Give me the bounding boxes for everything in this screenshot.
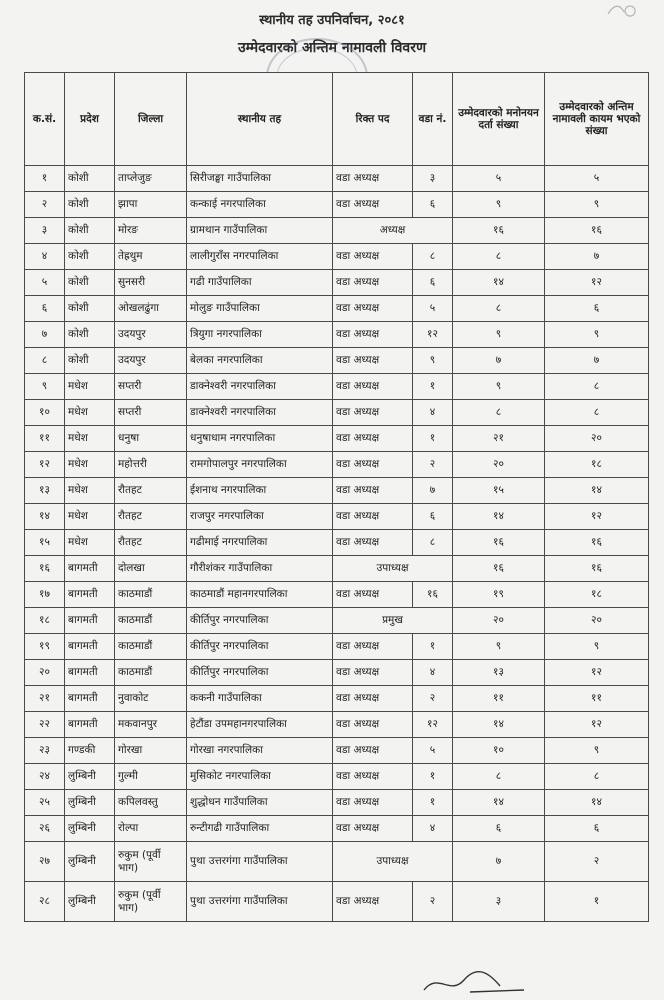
- corner-scribble-icon: [606, 2, 646, 18]
- cell-local-level: काठमाडौं महानगरपालिका: [187, 582, 333, 608]
- cell-province: कोशी: [65, 192, 115, 218]
- cell-local-level: कीर्तिपुर नगरपालिका: [187, 634, 333, 660]
- cell-vacant-post: वडा अध्यक्ष: [333, 882, 413, 922]
- cell-district: सप्तरी: [115, 400, 187, 426]
- cell-district: रौतहट: [115, 530, 187, 556]
- cell-final-count: ११: [545, 686, 649, 712]
- cell-nomination-count: ३: [453, 882, 545, 922]
- cell-vacant-post: वडा अध्यक्ष: [333, 660, 413, 686]
- cell-district: गोरखा: [115, 738, 187, 764]
- cell-local-level: गौरीशंकर गाउँपालिका: [187, 556, 333, 582]
- table-header-row: [25, 73, 649, 166]
- cell-sn: १४: [25, 504, 65, 530]
- cell-final-count: ९: [545, 634, 649, 660]
- cell-local-level: रुन्टीगढी गाउँपालिका: [187, 816, 333, 842]
- table-row: [25, 452, 649, 478]
- cell-vacant-post: अध्यक्ष: [333, 218, 453, 244]
- cell-district: काठमाडौं: [115, 582, 187, 608]
- cell-local-level: सिरीजङ्घा गाउँपालिका: [187, 166, 333, 192]
- cell-sn: ६: [25, 296, 65, 322]
- cell-local-level: डाक्नेश्वरी नगरपालिका: [187, 400, 333, 426]
- cell-final-count: १६: [545, 556, 649, 582]
- table-row: [25, 686, 649, 712]
- cell-vacant-post: वडा अध्यक्ष: [333, 426, 413, 452]
- cell-sn: २३: [25, 738, 65, 764]
- cell-nomination-count: ११: [453, 686, 545, 712]
- cell-province: बागमती: [65, 686, 115, 712]
- cell-district: धनुषा: [115, 426, 187, 452]
- cell-district: ओखलढुंगा: [115, 296, 187, 322]
- cell-district: रोल्पा: [115, 816, 187, 842]
- cell-final-count: ९: [545, 192, 649, 218]
- cell-province: कोशी: [65, 166, 115, 192]
- header-final-count: उम्मेदवारको अन्तिम नामावली कायम भएको संख्या: [545, 73, 649, 166]
- cell-province: लुम्बिनी: [65, 764, 115, 790]
- cell-sn: १२: [25, 452, 65, 478]
- cell-local-level: कीर्तिपुर नगरपालिका: [187, 660, 333, 686]
- cell-vacant-post: वडा अध्यक्ष: [333, 790, 413, 816]
- cell-nomination-count: १९: [453, 582, 545, 608]
- cell-nomination-count: ९: [453, 374, 545, 400]
- cell-province: लुम्बिनी: [65, 842, 115, 882]
- cell-sn: १३: [25, 478, 65, 504]
- table-row: [25, 790, 649, 816]
- cell-province: बागमती: [65, 634, 115, 660]
- header-ward-no: वडा नं.: [413, 73, 453, 166]
- cell-province: कोशी: [65, 322, 115, 348]
- cell-sn: २७: [25, 842, 65, 882]
- cell-ward-no: १: [413, 634, 453, 660]
- cell-sn: १०: [25, 400, 65, 426]
- cell-final-count: ६: [545, 816, 649, 842]
- cell-district: मोरङ: [115, 218, 187, 244]
- cell-ward-no: १२: [413, 712, 453, 738]
- cell-sn: ४: [25, 244, 65, 270]
- cell-vacant-post: वडा अध्यक्ष: [333, 582, 413, 608]
- cell-sn: ११: [25, 426, 65, 452]
- cell-district: काठमाडौं: [115, 634, 187, 660]
- cell-vacant-post: उपाध्यक्ष: [333, 556, 453, 582]
- cell-nomination-count: ८: [453, 400, 545, 426]
- cell-sn: १६: [25, 556, 65, 582]
- cell-district: रौतहट: [115, 504, 187, 530]
- header-sn: क.सं.: [25, 73, 65, 166]
- table-row: [25, 348, 649, 374]
- cell-sn: ९: [25, 374, 65, 400]
- table-row: [25, 634, 649, 660]
- cell-ward-no: २: [413, 882, 453, 922]
- cell-ward-no: १: [413, 374, 453, 400]
- table-row: [25, 608, 649, 634]
- candidate-table: [24, 72, 649, 922]
- table-row: [25, 218, 649, 244]
- cell-final-count: ९: [545, 322, 649, 348]
- cell-local-level: ककनी गाउँपालिका: [187, 686, 333, 712]
- cell-ward-no: १६: [413, 582, 453, 608]
- table-row: [25, 270, 649, 296]
- cell-local-level: रामगोपालपुर नगरपालिका: [187, 452, 333, 478]
- cell-ward-no: ८: [413, 530, 453, 556]
- cell-district: काठमाडौं: [115, 660, 187, 686]
- cell-final-count: १२: [545, 270, 649, 296]
- cell-sn: ३: [25, 218, 65, 244]
- cell-local-level: हेटौंडा उपमहानगरपालिका: [187, 712, 333, 738]
- cell-ward-no: ९: [413, 348, 453, 374]
- table-row: [25, 882, 649, 922]
- cell-province: मधेश: [65, 504, 115, 530]
- cell-vacant-post: वडा अध्यक्ष: [333, 270, 413, 296]
- cell-local-level: धनुषाधाम नगरपालिका: [187, 426, 333, 452]
- cell-local-level: कीर्तिपुर नगरपालिका: [187, 608, 333, 634]
- cell-local-level: पुथा उत्तरगंगा गाउँपालिका: [187, 842, 333, 882]
- cell-nomination-count: २१: [453, 426, 545, 452]
- cell-final-count: १: [545, 882, 649, 922]
- table-row: [25, 296, 649, 322]
- cell-ward-no: ५: [413, 296, 453, 322]
- cell-district: रुकुम (पूर्वी भाग): [115, 882, 187, 922]
- header-province: प्रदेश: [65, 73, 115, 166]
- cell-province: बागमती: [65, 556, 115, 582]
- cell-ward-no: ८: [413, 244, 453, 270]
- cell-vacant-post: वडा अध्यक्ष: [333, 296, 413, 322]
- cell-final-count: १६: [545, 218, 649, 244]
- cell-nomination-count: १४: [453, 790, 545, 816]
- table-row: [25, 530, 649, 556]
- cell-province: मधेश: [65, 452, 115, 478]
- cell-sn: २२: [25, 712, 65, 738]
- cell-province: मधेश: [65, 374, 115, 400]
- cell-vacant-post: वडा अध्यक्ष: [333, 348, 413, 374]
- cell-vacant-post: वडा अध्यक्ष: [333, 816, 413, 842]
- cell-district: काठमाडौं: [115, 608, 187, 634]
- cell-vacant-post: वडा अध्यक्ष: [333, 322, 413, 348]
- cell-district: मकवानपुर: [115, 712, 187, 738]
- cell-nomination-count: ५: [453, 166, 545, 192]
- cell-sn: २४: [25, 764, 65, 790]
- cell-final-count: ७: [545, 348, 649, 374]
- cell-local-level: शुद्धोधन गाउँपालिका: [187, 790, 333, 816]
- table-row: [25, 322, 649, 348]
- cell-district: दोलखा: [115, 556, 187, 582]
- header-local-level: स्थानीय तह: [187, 73, 333, 166]
- cell-district: उदयपुर: [115, 322, 187, 348]
- cell-vacant-post: वडा अध्यक्ष: [333, 452, 413, 478]
- cell-province: गण्डकी: [65, 738, 115, 764]
- cell-sn: २६: [25, 816, 65, 842]
- table-row: [25, 244, 649, 270]
- cell-sn: १: [25, 166, 65, 192]
- cell-nomination-count: ७: [453, 348, 545, 374]
- cell-nomination-count: १६: [453, 530, 545, 556]
- cell-nomination-count: ९: [453, 322, 545, 348]
- cell-final-count: ८: [545, 764, 649, 790]
- cell-final-count: १२: [545, 504, 649, 530]
- cell-province: कोशी: [65, 244, 115, 270]
- cell-province: मधेश: [65, 478, 115, 504]
- table-row: [25, 426, 649, 452]
- table-row: [25, 660, 649, 686]
- cell-district: नुवाकोट: [115, 686, 187, 712]
- cell-vacant-post: उपाध्यक्ष: [333, 842, 453, 882]
- cell-nomination-count: १६: [453, 218, 545, 244]
- header-nomination-count: उम्मेदवारको मनोनयन दर्ता संख्या: [453, 73, 545, 166]
- cell-nomination-count: ६: [453, 816, 545, 842]
- cell-nomination-count: १४: [453, 504, 545, 530]
- cell-nomination-count: २०: [453, 608, 545, 634]
- cell-local-level: गढी गाउँपालिका: [187, 270, 333, 296]
- cell-ward-no: २: [413, 686, 453, 712]
- cell-sn: २५: [25, 790, 65, 816]
- cell-nomination-count: १४: [453, 270, 545, 296]
- cell-final-count: ५: [545, 166, 649, 192]
- cell-province: लुम्बिनी: [65, 816, 115, 842]
- cell-vacant-post: वडा अध्यक्ष: [333, 374, 413, 400]
- cell-local-level: बेलका नगरपालिका: [187, 348, 333, 374]
- cell-local-level: गोरखा नगरपालिका: [187, 738, 333, 764]
- cell-province: कोशी: [65, 348, 115, 374]
- table-row: [25, 764, 649, 790]
- cell-vacant-post: प्रमुख: [333, 608, 453, 634]
- cell-ward-no: ५: [413, 738, 453, 764]
- table-row: [25, 842, 649, 882]
- cell-nomination-count: ७: [453, 842, 545, 882]
- cell-province: बागमती: [65, 582, 115, 608]
- cell-local-level: राजपुर नगरपालिका: [187, 504, 333, 530]
- cell-sn: २०: [25, 660, 65, 686]
- cell-province: मधेश: [65, 426, 115, 452]
- cell-local-level: डाक्नेश्वरी नगरपालिका: [187, 374, 333, 400]
- cell-sn: १७: [25, 582, 65, 608]
- cell-ward-no: ४: [413, 816, 453, 842]
- cell-vacant-post: वडा अध्यक्ष: [333, 504, 413, 530]
- cell-district: ताप्लेजुङ: [115, 166, 187, 192]
- cell-vacant-post: वडा अध्यक्ष: [333, 712, 413, 738]
- table-row: [25, 166, 649, 192]
- header-vacant-post: रिक्त पद: [333, 73, 413, 166]
- cell-province: बागमती: [65, 660, 115, 686]
- cell-local-level: पुथा उत्तरगंगा गाउँपालिका: [187, 882, 333, 922]
- table-row: [25, 582, 649, 608]
- cell-vacant-post: वडा अध्यक्ष: [333, 400, 413, 426]
- cell-ward-no: ४: [413, 660, 453, 686]
- header-district: जिल्ला: [115, 73, 187, 166]
- cell-ward-no: ६: [413, 192, 453, 218]
- cell-local-level: ग्रामथान गाउँपालिका: [187, 218, 333, 244]
- cell-sn: १८: [25, 608, 65, 634]
- cell-ward-no: २: [413, 452, 453, 478]
- cell-final-count: १४: [545, 478, 649, 504]
- cell-nomination-count: १६: [453, 556, 545, 582]
- cell-nomination-count: २०: [453, 452, 545, 478]
- cell-vacant-post: वडा अध्यक्ष: [333, 686, 413, 712]
- cell-nomination-count: १५: [453, 478, 545, 504]
- cell-ward-no: ६: [413, 504, 453, 530]
- cell-sn: १५: [25, 530, 65, 556]
- cell-district: महोत्तरी: [115, 452, 187, 478]
- cell-district: रौतहट: [115, 478, 187, 504]
- cell-district: कपिलवस्तु: [115, 790, 187, 816]
- cell-nomination-count: १४: [453, 712, 545, 738]
- table-row: [25, 192, 649, 218]
- cell-vacant-post: वडा अध्यक्ष: [333, 166, 413, 192]
- cell-vacant-post: वडा अध्यक्ष: [333, 530, 413, 556]
- cell-ward-no: १: [413, 790, 453, 816]
- cell-final-count: ६: [545, 296, 649, 322]
- cell-province: मधेश: [65, 530, 115, 556]
- cell-sn: २: [25, 192, 65, 218]
- cell-nomination-count: १३: [453, 660, 545, 686]
- cell-sn: १९: [25, 634, 65, 660]
- cell-final-count: १४: [545, 790, 649, 816]
- cell-district: उदयपुर: [115, 348, 187, 374]
- cell-local-level: लालीगुराँस नगरपालिका: [187, 244, 333, 270]
- signature: [420, 968, 530, 998]
- cell-final-count: १८: [545, 582, 649, 608]
- cell-ward-no: १: [413, 764, 453, 790]
- cell-sn: ५: [25, 270, 65, 296]
- cell-province: मधेश: [65, 400, 115, 426]
- cell-final-count: ७: [545, 244, 649, 270]
- cell-ward-no: ७: [413, 478, 453, 504]
- cell-final-count: ९: [545, 738, 649, 764]
- table-row: [25, 478, 649, 504]
- cell-district: तेह्रथुम: [115, 244, 187, 270]
- cell-province: बागमती: [65, 712, 115, 738]
- table-row: [25, 556, 649, 582]
- cell-ward-no: ३: [413, 166, 453, 192]
- table-row: [25, 504, 649, 530]
- document-title: स्थानीय तह उपनिर्वाचन, २०८१: [259, 13, 405, 28]
- table-row: [25, 816, 649, 842]
- cell-nomination-count: ८: [453, 764, 545, 790]
- cell-vacant-post: वडा अध्यक्ष: [333, 478, 413, 504]
- cell-final-count: १८: [545, 452, 649, 478]
- cell-local-level: मोलुङ गाउँपालिका: [187, 296, 333, 322]
- cell-vacant-post: वडा अध्यक्ष: [333, 192, 413, 218]
- table-row: [25, 712, 649, 738]
- cell-sn: २१: [25, 686, 65, 712]
- cell-nomination-count: ८: [453, 296, 545, 322]
- cell-nomination-count: ८: [453, 244, 545, 270]
- cell-ward-no: १२: [413, 322, 453, 348]
- cell-nomination-count: १०: [453, 738, 545, 764]
- cell-vacant-post: वडा अध्यक्ष: [333, 634, 413, 660]
- cell-final-count: १६: [545, 530, 649, 556]
- cell-final-count: ८: [545, 400, 649, 426]
- cell-sn: ८: [25, 348, 65, 374]
- cell-vacant-post: वडा अध्यक्ष: [333, 738, 413, 764]
- cell-nomination-count: ९: [453, 192, 545, 218]
- cell-province: कोशी: [65, 218, 115, 244]
- cell-local-level: गढीमाई नगरपालिका: [187, 530, 333, 556]
- cell-ward-no: ४: [413, 400, 453, 426]
- cell-local-level: ईशनाथ नगरपालिका: [187, 478, 333, 504]
- table-row: [25, 738, 649, 764]
- cell-local-level: मुसिकोट नगरपालिका: [187, 764, 333, 790]
- cell-vacant-post: वडा अध्यक्ष: [333, 244, 413, 270]
- cell-province: लुम्बिनी: [65, 882, 115, 922]
- table-row: [25, 374, 649, 400]
- cell-sn: ७: [25, 322, 65, 348]
- cell-province: कोशी: [65, 296, 115, 322]
- table-row: [25, 400, 649, 426]
- document-subtitle: उम्मेदवारको अन्तिम नामावली विवरण: [237, 40, 427, 56]
- cell-province: बागमती: [65, 608, 115, 634]
- cell-final-count: ८: [545, 374, 649, 400]
- cell-district: रुकुम (पूर्वी भाग): [115, 842, 187, 882]
- cell-final-count: २०: [545, 426, 649, 452]
- cell-province: लुम्बिनी: [65, 790, 115, 816]
- cell-district: सुनसरी: [115, 270, 187, 296]
- cell-vacant-post: वडा अध्यक्ष: [333, 764, 413, 790]
- cell-final-count: १२: [545, 712, 649, 738]
- cell-final-count: २: [545, 842, 649, 882]
- cell-ward-no: १: [413, 426, 453, 452]
- cell-district: सप्तरी: [115, 374, 187, 400]
- cell-district: झापा: [115, 192, 187, 218]
- cell-final-count: १२: [545, 660, 649, 686]
- cell-district: गुल्मी: [115, 764, 187, 790]
- cell-sn: २८: [25, 882, 65, 922]
- cell-final-count: २०: [545, 608, 649, 634]
- cell-local-level: त्रियुगा नगरपालिका: [187, 322, 333, 348]
- cell-local-level: कन्काई नगरपालिका: [187, 192, 333, 218]
- cell-nomination-count: ९: [453, 634, 545, 660]
- cell-ward-no: ६: [413, 270, 453, 296]
- cell-province: कोशी: [65, 270, 115, 296]
